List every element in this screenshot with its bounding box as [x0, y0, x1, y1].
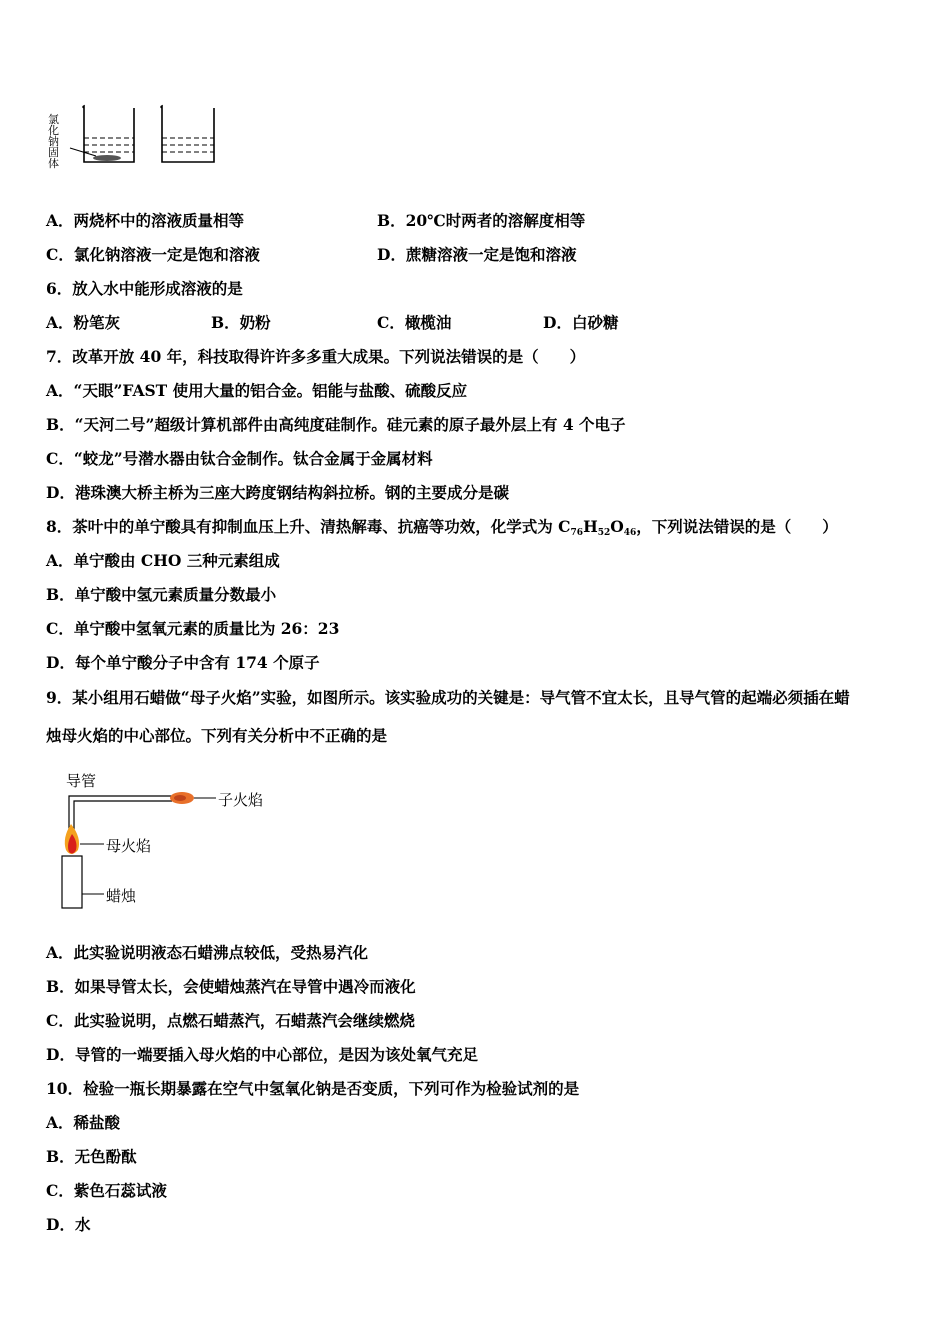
q5-option-a: A．两烧杯中的溶液质量相等 [46, 211, 245, 230]
q7-stem: 7．改革开放 40 年，科技取得许许多多重大成果。下列说法错误的是（ ） [46, 347, 586, 366]
q8-sub-c: 76 [570, 528, 584, 538]
sodium-chloride-solid-label: 氯化钠固体 [48, 113, 59, 170]
q10-option-b: B．无色酚酞 [46, 1147, 137, 1166]
q10-option-d: D．水 [46, 1215, 91, 1234]
q9-stem-line2: 烛母火焰的中心部位。下列有关分析中不正确的是 [46, 726, 388, 745]
q7-option-d: D．港珠澳大桥主桥为三座大跨度钢结构斜拉桥。钢的主要成分是碳 [46, 483, 509, 502]
q7-option-b: B．“天河二号”超级计算机部件由高纯度硅制作。硅元素的原子最外层上有 4 个电子 [46, 415, 626, 434]
q8-formula-o: O [610, 517, 624, 536]
q10-option-c: C．紫色石蕊试液 [46, 1181, 167, 1200]
q6-option-b: B．奶粉 [211, 313, 271, 332]
q8-formula-h: H [583, 517, 598, 536]
q10-stem: 10．检验一瓶长期暴露在空气中氢氧化钠是否变质，下列可作为检验试剂的是 [46, 1079, 580, 1098]
q7-option-a: A．“天眼”FAST 使用大量的铝合金。铝能与盐酸、硫酸反应 [46, 381, 468, 400]
q6-option-d: D．白砂糖 [543, 313, 619, 332]
q9-stem-line1: 9．某小组用石蜡做“母子火焰”实验，如图所示。该实验成功的关键是：导气管不宜太长，且导气管的起端必须插在蜡 [46, 688, 850, 707]
candle-flame-figure [44, 766, 294, 916]
q8-option-a: A．单宁酸由 CHO 三种元素组成 [46, 551, 280, 570]
q6-option-c: C．橄榄油 [377, 313, 452, 332]
q5-option-d: D．蔗糖溶液一定是饱和溶液 [377, 245, 577, 264]
child-flame-label: 子火焰 [218, 791, 264, 809]
q8-sub-o: 46 [623, 528, 637, 538]
candle-label: 蜡烛 [106, 887, 137, 905]
q9-option-d: D．导管的一端要插入母火焰的中心部位，是因为该处氧气充足 [46, 1045, 478, 1064]
q8-option-b: B．单宁酸中氢元素质量分数最小 [46, 585, 277, 604]
tube-label: 导管 [66, 772, 97, 790]
q9-option-a: A．此实验说明液态石蜡沸点较低，受热易汽化 [46, 943, 369, 962]
q8-stem-pre: 8．茶叶中的单宁酸具有抑制血压上升、清热解毒、抗癌等功效，化学式为 C [46, 517, 571, 536]
q8-option-d: D．每个单宁酸分子中含有 174 个原子 [46, 653, 320, 672]
q8-sub-h: 52 [597, 528, 611, 538]
q6-stem: 6．放入水中能形成溶液的是 [46, 279, 243, 298]
q7-option-c: C．“蛟龙”号潜水器由钛合金制作。钛合金属于金属材料 [46, 449, 433, 468]
q6-option-a: A．粉笔灰 [46, 313, 121, 332]
beakers-drawing [44, 104, 224, 170]
q8-option-c: C．单宁酸中氢氧元素的质量比为 26：23 [46, 619, 340, 638]
mother-flame-label: 母火焰 [106, 837, 152, 855]
q5-option-b: B．20℃时两者的溶解度相等 [377, 211, 586, 230]
q10-option-a: A．稀盐酸 [46, 1113, 121, 1132]
beakers-figure [44, 104, 224, 170]
q5-option-c: C．氯化钠溶液一定是饱和溶液 [46, 245, 260, 264]
q9-option-b: B．如果导管太长，会使蜡烛蒸汽在导管中遇冷而液化 [46, 977, 416, 996]
q8-stem-post: ，下列说法错误的是（ ） [636, 517, 838, 536]
q8-stem [46, 517, 838, 543]
q9-option-c: C．此实验说明，点燃石蜡蒸汽，石蜡蒸汽会继续燃烧 [46, 1011, 415, 1030]
